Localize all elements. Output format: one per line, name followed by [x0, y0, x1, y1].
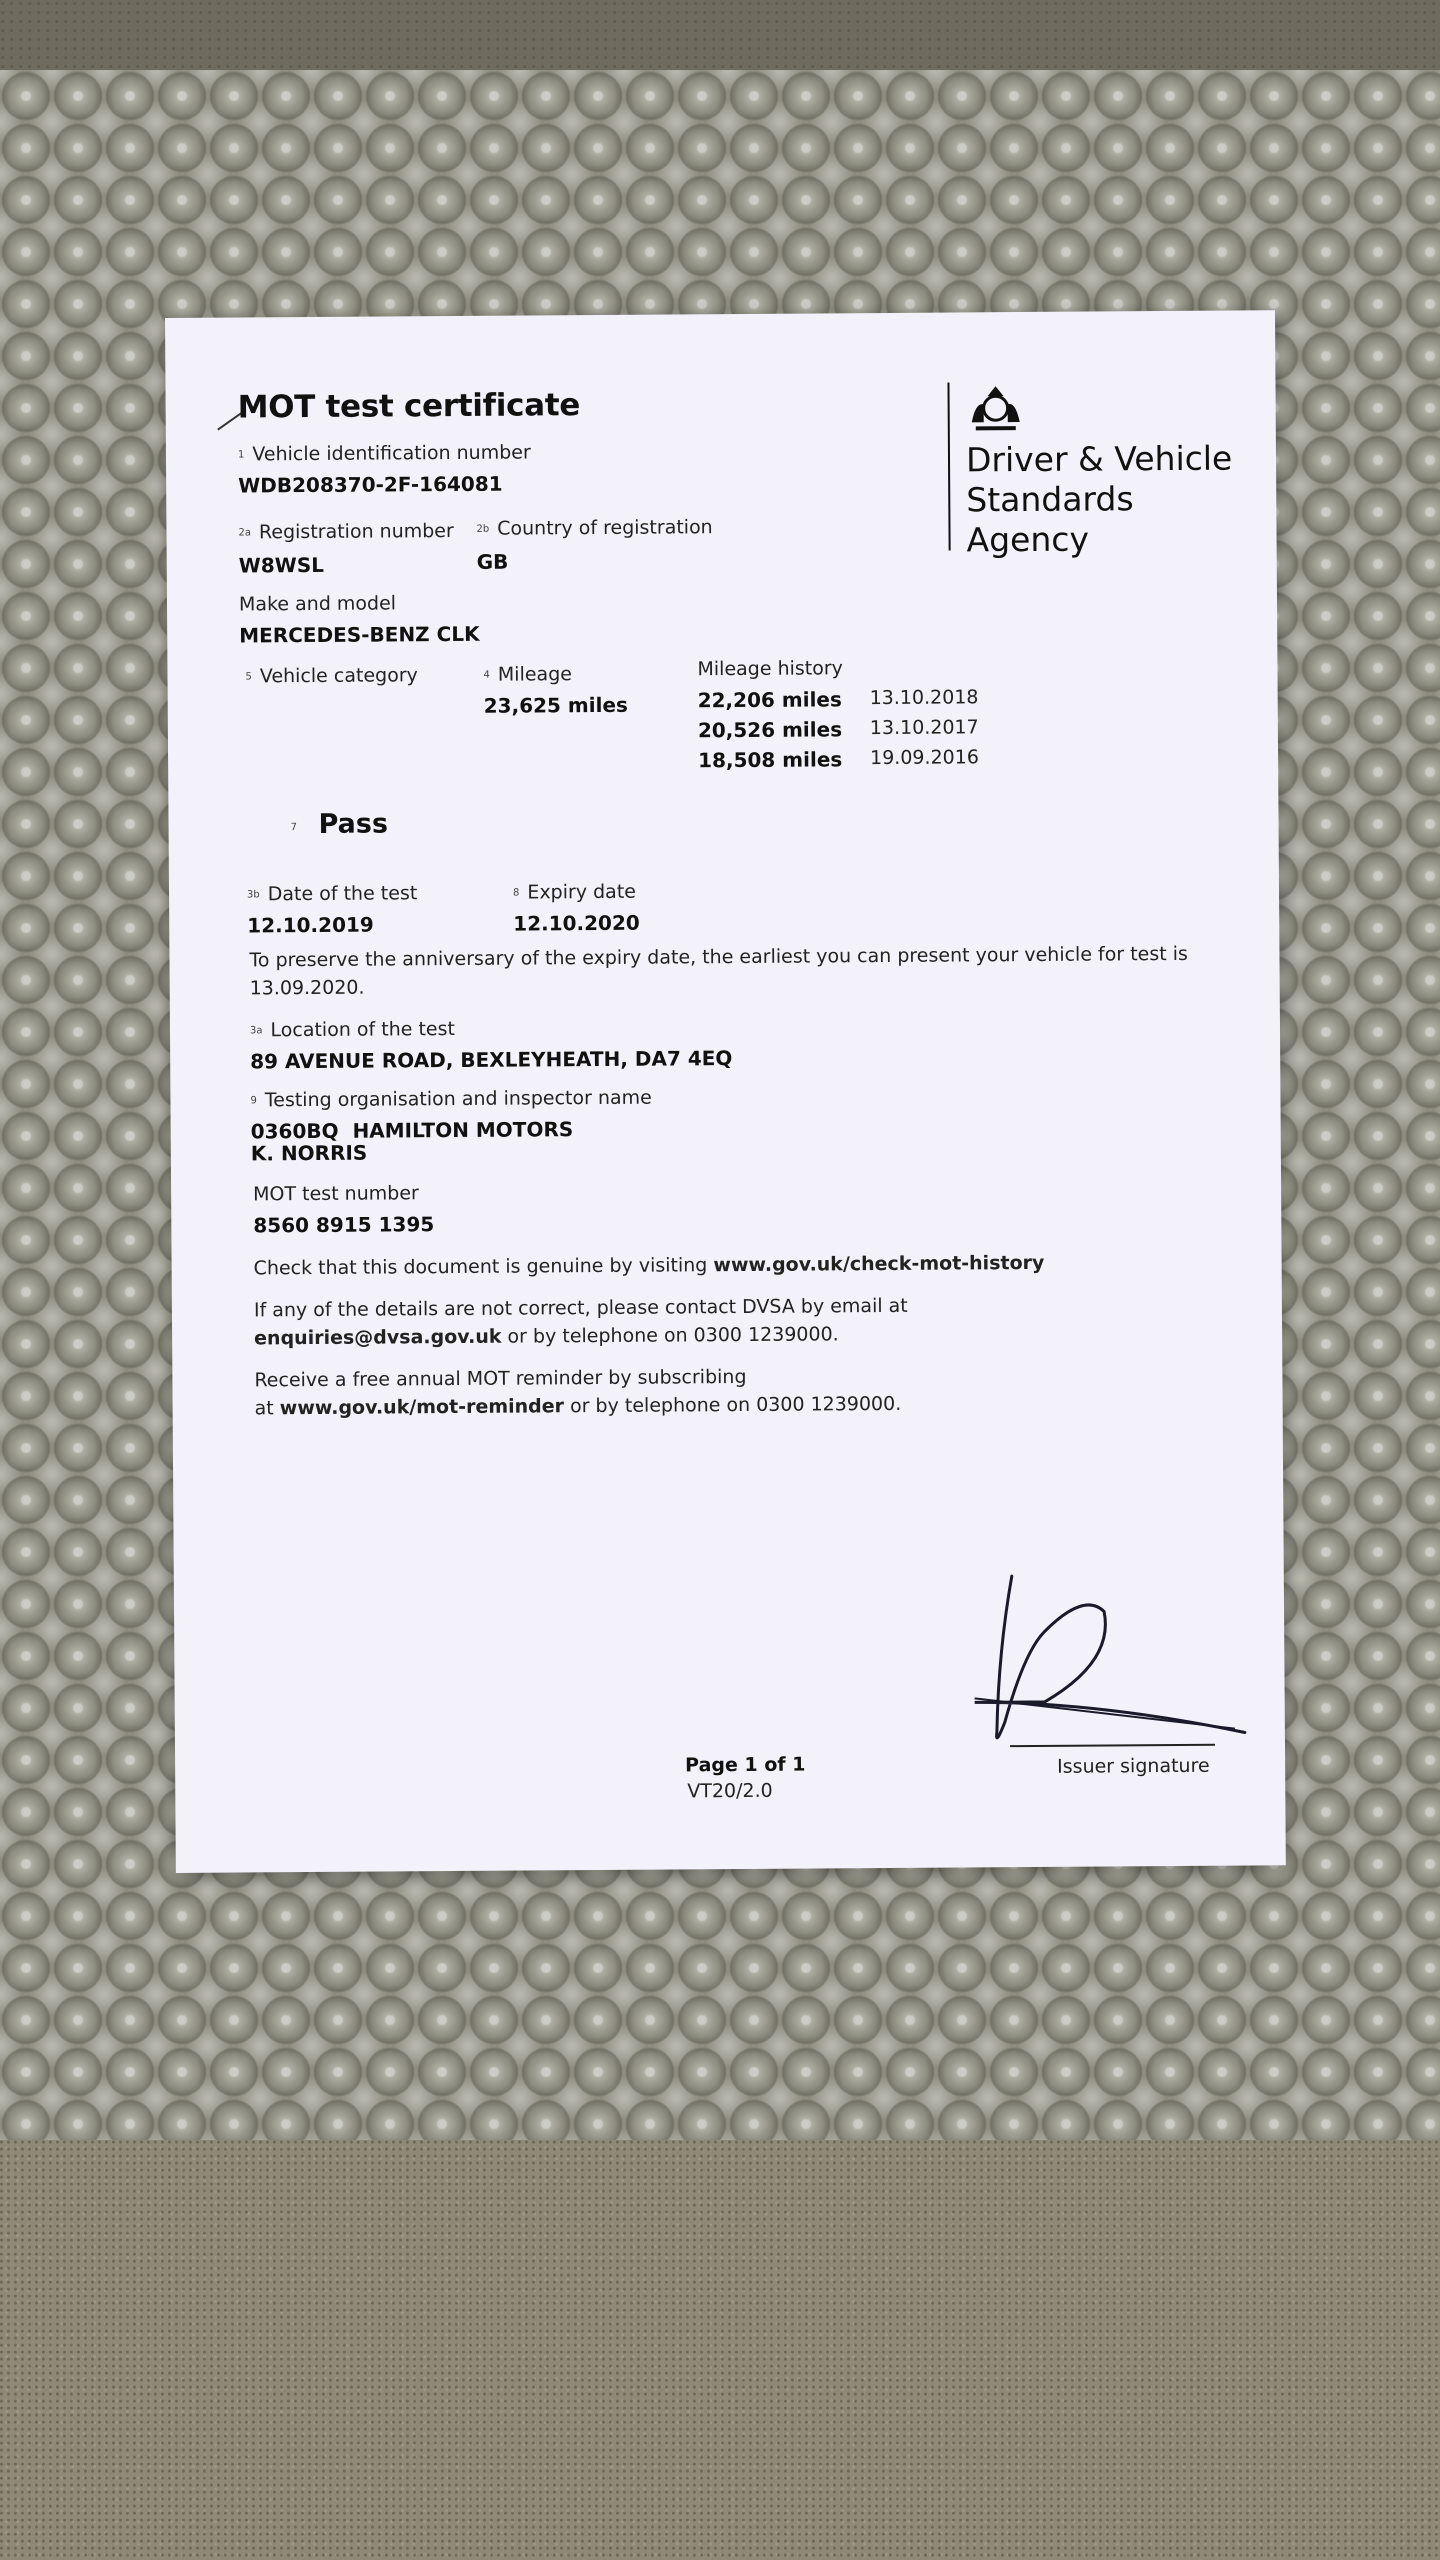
agency-line-3: Agency: [966, 519, 1090, 560]
field-label: Registration number: [258, 519, 454, 544]
field-label: Mileage: [497, 663, 572, 686]
page-number: Page 1 of 1: [685, 1753, 806, 1777]
country-value: GB: [476, 549, 509, 574]
mileage-value: 23,625 miles: [483, 692, 628, 718]
field-label: Expiry date: [527, 880, 636, 904]
mot-reminder-link[interactable]: www.gov.uk/mot-reminder: [279, 1395, 565, 1420]
organisation-value: 0360BQ HAMILTON MOTORS: [250, 1117, 574, 1144]
field-label: Date of the test: [267, 882, 418, 906]
registration-value: W8WSL: [238, 552, 324, 578]
field-label: Location of the test: [270, 1017, 456, 1042]
agency-line-1: Driver & Vehicle: [965, 438, 1233, 480]
mileage-history-date: 13.10.2017: [869, 716, 979, 740]
vin-value: WDB208370-2F-164081: [238, 471, 503, 498]
mileage-history-miles: 22,206 miles: [697, 687, 842, 713]
result-field-number: 7: [290, 822, 297, 834]
location-label: [250, 1018, 455, 1041]
mileage-label: [483, 663, 572, 686]
test-date-value: 12.10.2019: [247, 912, 374, 938]
field-number: 1: [237, 449, 245, 461]
field-number: 8: [512, 887, 520, 899]
make-model-label: Make and model: [238, 592, 397, 616]
mot-certificate-page: [165, 310, 1286, 1873]
field-number: 4: [483, 669, 490, 681]
field-label: Testing organisation and inspector name: [264, 1086, 652, 1112]
signature-label: Issuer signature: [1057, 1754, 1210, 1778]
dvsa-email-link[interactable]: enquiries@dvsa.gov.uk: [254, 1325, 502, 1350]
reminder-prefix: at: [254, 1397, 280, 1420]
field-number: 2a: [238, 527, 252, 539]
field-label: Vehicle identification number: [252, 441, 531, 466]
concrete-background-bottom: [0, 2140, 1440, 2560]
mileage-history-miles: 20,526 miles: [697, 717, 843, 743]
reminder-note-line-2: [255, 1393, 902, 1420]
mileage-history-label: Mileage history: [697, 657, 843, 681]
mileage-history-date: 19.09.2016: [870, 746, 979, 770]
genuine-note-text: Check that this document is genuine by visiting: [253, 1254, 714, 1280]
form-version: VT20/2.0: [687, 1779, 773, 1803]
contact-note-line-2: [254, 1323, 839, 1349]
check-mot-history-link[interactable]: www.gov.uk/check-mot-history: [713, 1251, 1045, 1277]
agency-line-2: Standards: [966, 479, 1134, 520]
expiry-date-value: 12.10.2020: [513, 910, 640, 936]
vin-label: [238, 441, 531, 465]
mileage-history-miles: 18,508 miles: [698, 747, 843, 773]
reminder-note-line-1: Receive a free annual MOT reminder by subscribing: [254, 1365, 747, 1392]
field-number: 5: [245, 671, 252, 683]
genuine-note: [254, 1252, 1045, 1280]
field-number: 3b: [246, 889, 260, 901]
organisation-label: [250, 1087, 651, 1112]
registration-label: [238, 520, 453, 544]
expiry-date-label: [513, 881, 636, 904]
contact-note-line-1: If any of the details are not correct, please contact DVSA by email at: [253, 1294, 908, 1322]
royal-crest-icon: [965, 382, 1025, 434]
logo-divider: [947, 383, 950, 551]
field-number: 3a: [249, 1025, 263, 1037]
agency-name: [966, 439, 1233, 561]
field-label: Country of registration: [497, 516, 713, 540]
test-number-label: MOT test number: [253, 1182, 419, 1206]
test-number-value: 8560 8915 1395: [253, 1212, 435, 1238]
field-label: Vehicle category: [259, 664, 418, 688]
inspector-name: K. NORRIS: [250, 1140, 368, 1166]
make-model-value: MERCEDES-BENZ CLK: [239, 621, 480, 648]
field-number: 2b: [476, 523, 490, 535]
contact-note-rest: or by telephone on 0300 1239000.: [501, 1323, 839, 1348]
vehicle-category-label: [245, 664, 417, 687]
field-number: 9: [250, 1095, 257, 1107]
anniversary-note: To preserve the anniversary of the expiry date, the earliest you can present your vehicle for test is: [249, 942, 1188, 972]
issuer-signature: [934, 1570, 1255, 1752]
mileage-history-date: 13.10.2018: [869, 686, 979, 710]
test-result: Pass: [318, 808, 389, 840]
test-date-label: [247, 882, 417, 905]
reminder-rest: or by telephone on 0300 1239000.: [563, 1392, 902, 1418]
location-value: 89 AVENUE ROAD, BEXLEYHEATH, DA7 4EQ: [250, 1046, 733, 1074]
country-label: [476, 516, 712, 540]
anniversary-date: 13.09.2020.: [249, 976, 365, 1000]
page-title: MOT test certificate: [237, 387, 581, 426]
